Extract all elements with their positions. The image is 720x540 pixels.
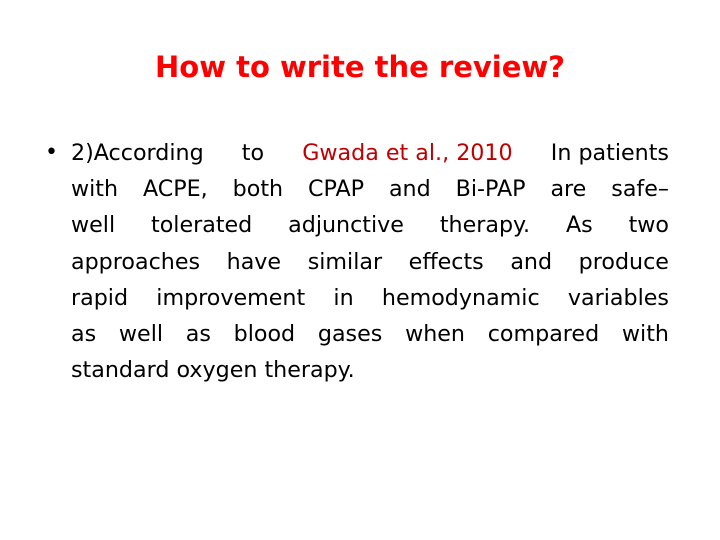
text-word: blood (233, 320, 296, 347)
text-word: As (565, 212, 593, 239)
text-word: and (388, 176, 431, 203)
text-line-6 (71, 316, 669, 352)
text-word: standard oxygen therapy. (71, 357, 355, 384)
text-word: when (405, 320, 465, 347)
text-word: as (71, 320, 97, 347)
bullet-marker: • (45, 140, 58, 165)
text-word: similar (307, 248, 383, 275)
text-word: with (71, 176, 119, 203)
text-line-7 (71, 352, 669, 388)
text-word: improvement (156, 284, 306, 311)
text-line-1 (71, 135, 669, 171)
text-line-5 (71, 280, 669, 316)
text-word: rapid (71, 284, 129, 311)
slide-title: How to write the review? (155, 50, 565, 84)
text-word: as (185, 320, 211, 347)
text-word: approaches (71, 248, 201, 275)
citation: Gwada et al., 2010 (302, 140, 513, 166)
text-line-2 (71, 171, 669, 207)
text-word: well (118, 320, 164, 347)
text-word: adjunctive (288, 212, 404, 239)
text-line-3 (71, 207, 669, 243)
text-word: and (510, 248, 553, 275)
text-word: are (550, 176, 587, 203)
text-word: two (628, 212, 669, 239)
text-word: have (226, 248, 282, 275)
text-word: Bi-PAP (455, 176, 526, 203)
text-word: hemodynamic (381, 284, 540, 311)
text-word: well (71, 212, 116, 239)
text-word: CPAP (308, 176, 365, 203)
text-line-4 (71, 244, 669, 280)
text-word: in (333, 284, 354, 311)
text-word: produce (578, 248, 669, 275)
text-word: gases (317, 320, 383, 347)
text-word: compared (487, 320, 600, 347)
text-word: both (232, 176, 284, 203)
text-word: to (241, 140, 265, 166)
text-word: In patients (550, 140, 669, 166)
text-word: 2)According (71, 140, 204, 166)
text-word: effects (408, 248, 484, 275)
text-word: ACPE, (143, 176, 208, 203)
text-word: safe– (611, 176, 669, 203)
text-word: variables (567, 284, 669, 311)
bullet-text (71, 135, 669, 388)
text-word: with (621, 320, 669, 347)
text-word: tolerated (151, 212, 253, 239)
text-word: therapy. (439, 212, 531, 239)
